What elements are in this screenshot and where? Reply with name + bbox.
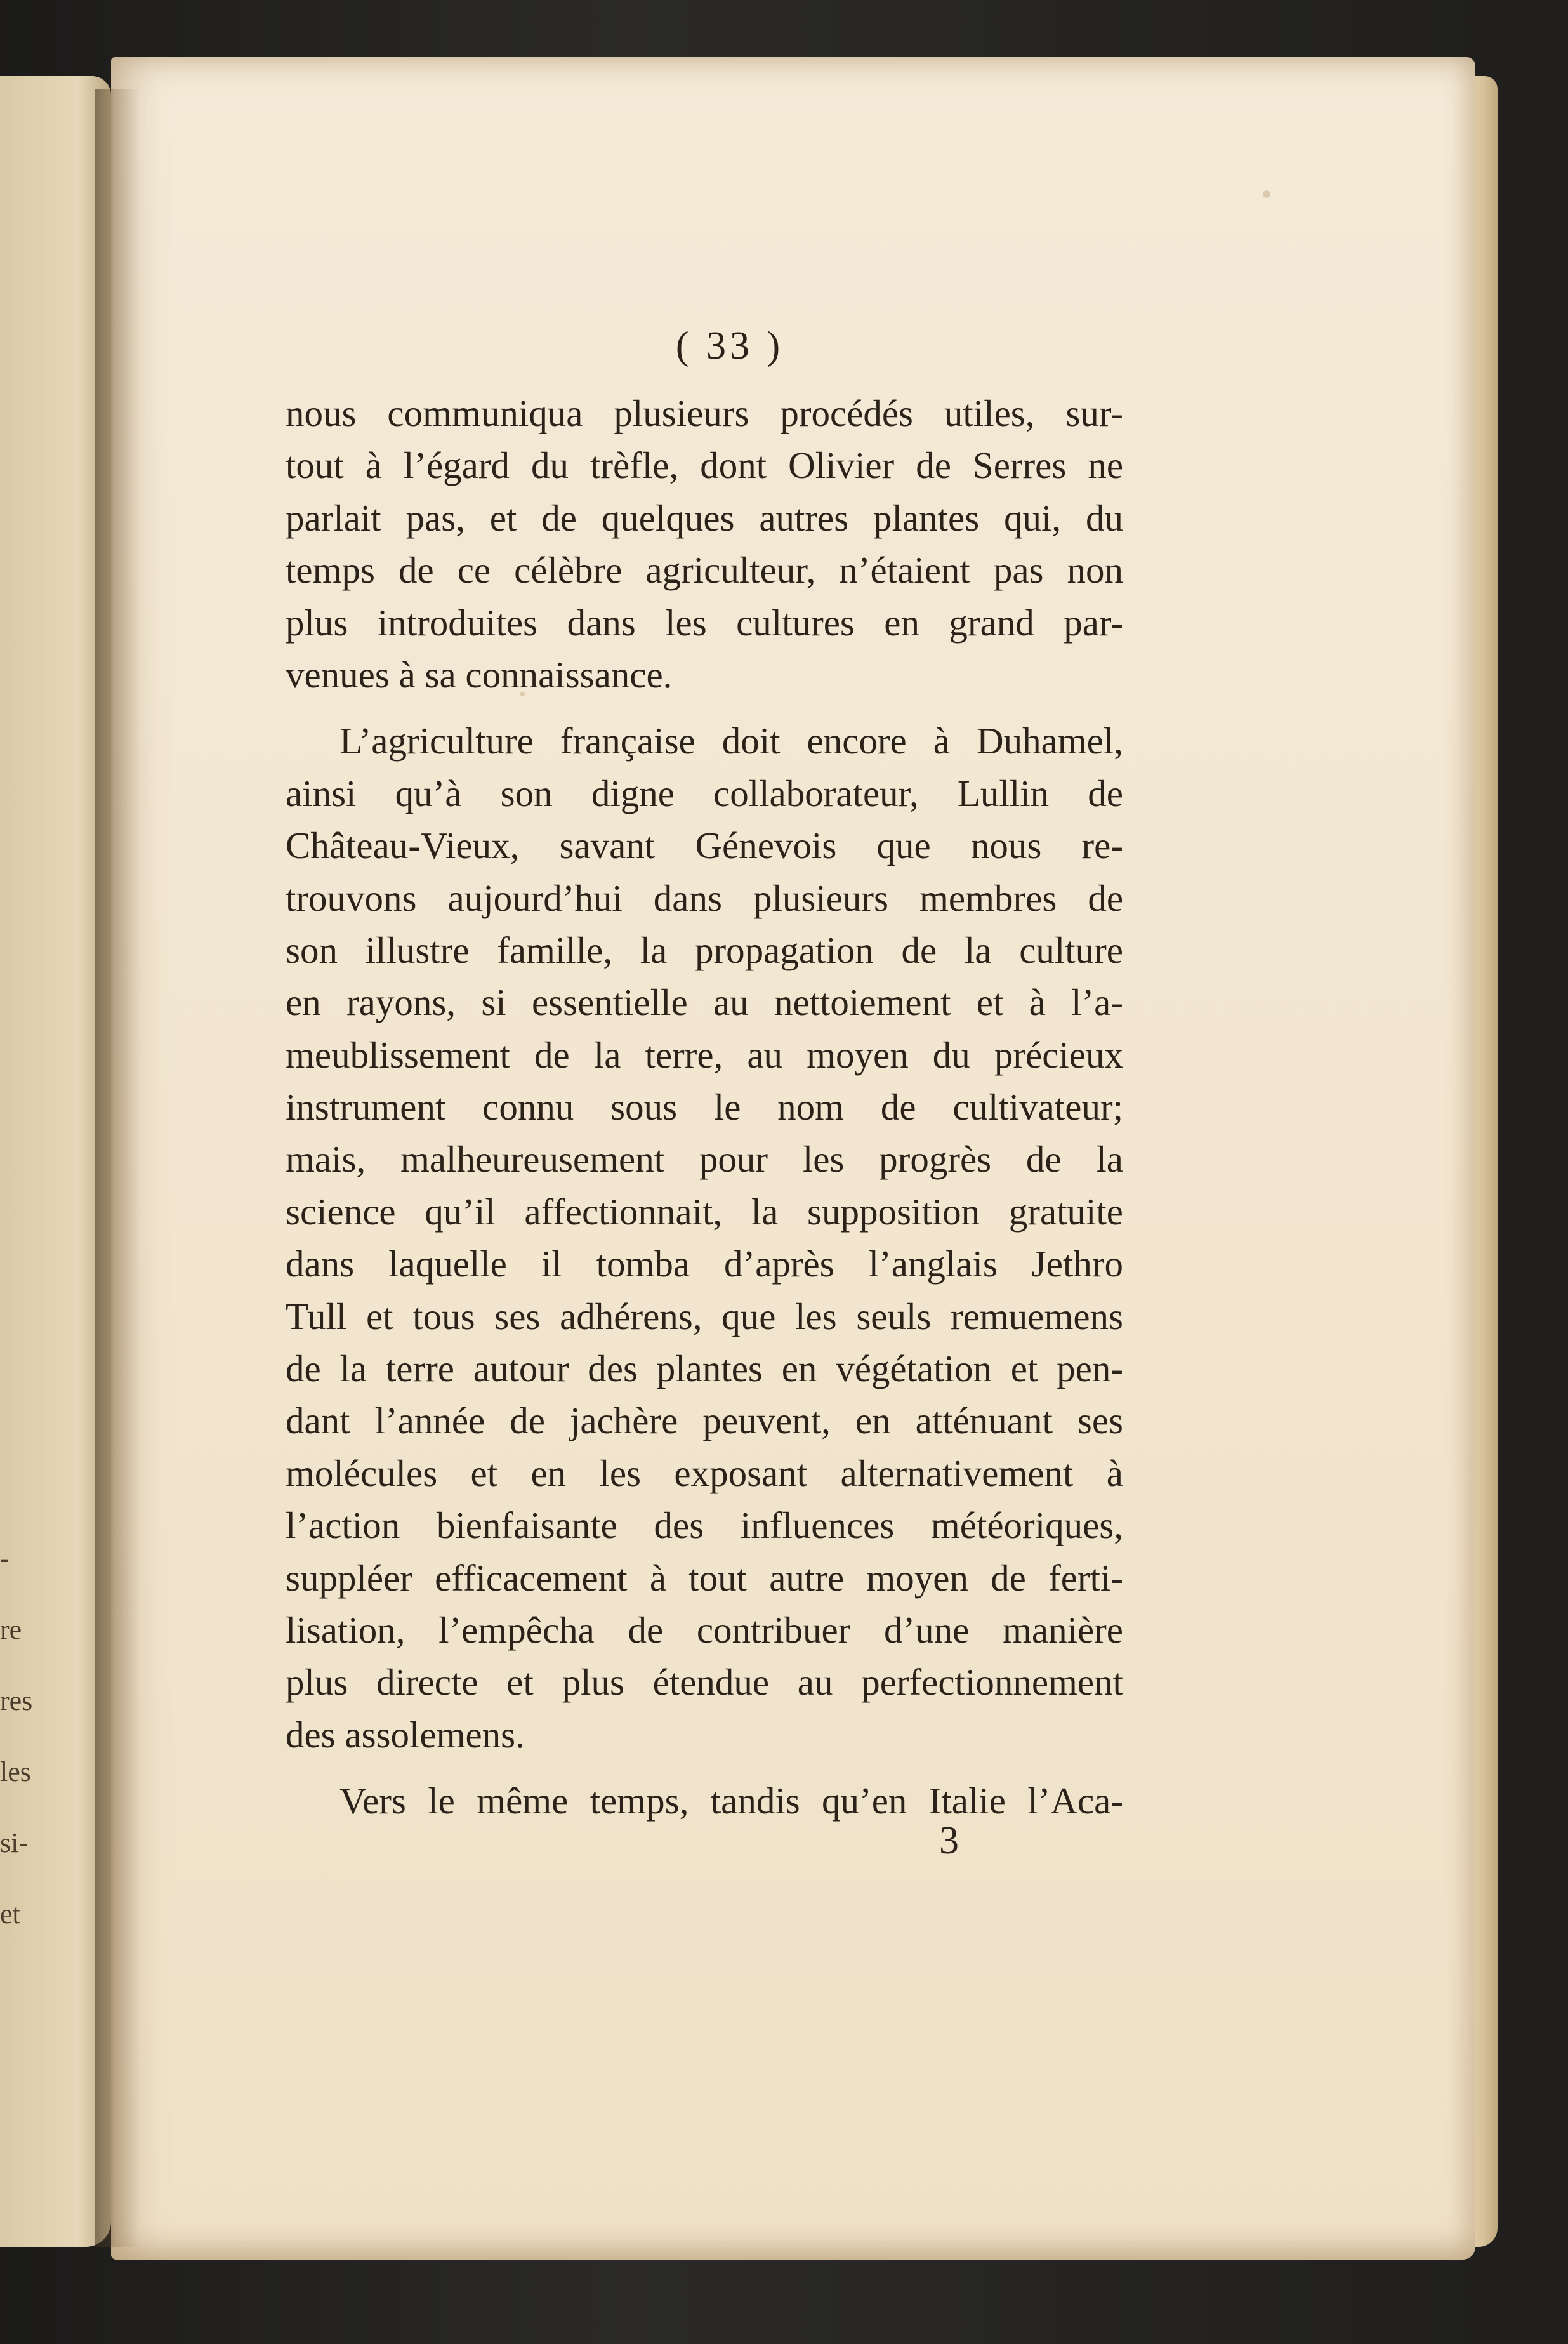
text-line: tout à l’égard du trèfle, dont Olivier de Serres ne (286, 444, 1123, 487)
fragment: les (0, 1756, 31, 1787)
text-line: molécules et en les exposant alternativement à (286, 1452, 1123, 1494)
paragraph-gap (286, 1761, 1123, 1775)
fragment: - (0, 1543, 10, 1574)
gutter-shadow (95, 89, 140, 2247)
text-line: temps de ce célèbre agriculteur, n’étaient pas non (286, 549, 1123, 592)
fragment: res (0, 1685, 33, 1716)
text-line: plus introduites dans les cultures en grand par- (286, 601, 1123, 644)
text-line: Vers le même temps, tandis qu’en Italie l’Aca- (339, 1780, 1123, 1822)
text-line: ainsi qu’à son digne collaborateur, Lullin de (286, 772, 1123, 814)
text-line: instrument connu sous le nom de cultivateur; (286, 1086, 1123, 1129)
facing-page-edge (0, 76, 111, 2247)
text-line: dans laquelle il tomba d’après l’anglais Jethro (286, 1243, 1123, 1285)
text-line: l’action bienfaisante des influences météoriques, (286, 1504, 1123, 1547)
page-number: ( 33 ) (675, 324, 784, 367)
text-line: Château-Vieux, savant Génevois que nous re- (286, 824, 1123, 867)
signature-mark: 3 (939, 1819, 959, 1862)
text-line: lisation, l’empêcha de contribuer d’une manière (286, 1608, 1123, 1651)
fragment: et (0, 1898, 20, 1930)
text-line: venues à sa connaissance. (286, 653, 673, 696)
foxing-spot (1263, 190, 1270, 198)
text-line: mais, malheureusement pour les progrès de la (286, 1138, 1123, 1181)
text-line: dant l’année de jachère peuvent, en atténuant ses (286, 1400, 1123, 1442)
text-line: L’agriculture française doit encore à Duhamel, (339, 720, 1123, 762)
text-line: meublissement de la terre, au moyen du précieux (286, 1033, 1123, 1076)
text-line: plus directe et plus étendue au perfectionnement (286, 1661, 1123, 1704)
text-line: des assolemens. (286, 1713, 525, 1756)
text-line: son illustre famille, la propagation de la culture (286, 929, 1123, 971)
paragraph-gap (286, 701, 1123, 715)
text-line: de la terre autour des plantes en végétation et pen- (286, 1347, 1123, 1390)
fragment: re (0, 1614, 22, 1645)
text-line: nous communiqua plusieurs procédés utiles, sur- (286, 392, 1123, 434)
body-text (286, 387, 1123, 1827)
text-line: parlait pas, et de quelques autres plantes qui, du (286, 496, 1123, 539)
text-line: suppléer efficacement à tout autre moyen de ferti- (286, 1556, 1123, 1599)
text-line: science qu’il affectionnait, la supposition gratuite (286, 1190, 1123, 1233)
text-line: trouvons aujourd’hui dans plusieurs membres de (286, 877, 1123, 919)
text-line: Tull et tous ses adhérens, que les seuls remuemens (286, 1295, 1123, 1337)
fragment: si- (0, 1827, 28, 1858)
facing-page-text-fragments (0, 1523, 38, 1950)
text-line: en rayons, si essentielle au nettoiement et à l’a- (286, 981, 1123, 1024)
